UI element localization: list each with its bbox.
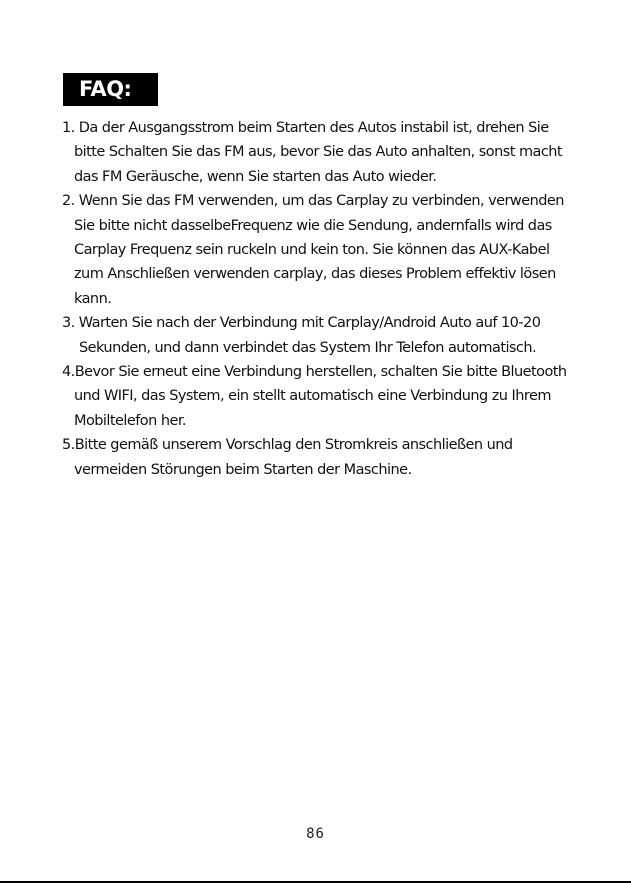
faq-item-2-line-4: zum Anschließen verwenden carplay, das dieses Problem effektiv lösen: [74, 266, 556, 283]
faq-item-3: [62, 311, 582, 360]
faq-item-4: [62, 360, 582, 433]
faq-item-2-line-5: kann.: [74, 290, 112, 307]
faq-item-1-line-2: bitte Schalten Sie das FM aus, bevor Sie das Auto anhalten, sonst macht: [74, 144, 563, 161]
faq-item-4-line-3: Mobiltelefon her.: [74, 412, 186, 429]
faq-item-1-line-1: 1. Da der Ausgangsstrom beim Starten des Autos instabil ist, drehen Sie: [62, 120, 549, 136]
faq-item-2-line-2: Sie bitte nicht dasselbeFrequenz wie die Sendung, andernfalls wird das: [74, 217, 552, 234]
faq-heading: FAQ:: [63, 73, 158, 106]
page-number: 86: [306, 826, 325, 842]
faq-item-5: [62, 433, 582, 482]
faq-item-1: [62, 116, 582, 189]
faq-item-5-line-2: vermeiden Störungen beim Starten der Maschine.: [74, 461, 412, 478]
faq-item-4-line-2: und WIFI, das System, ein stellt automatisch eine Verbindung zu Ihrem: [74, 388, 551, 405]
faq-list: [62, 116, 582, 482]
faq-item-4-line-1: 4.Bevor Sie erneut eine Verbindung herstellen, schalten Sie bitte Bluetooth: [62, 364, 567, 381]
faq-item-3-line-1: 3. Warten Sie nach der Verbindung mit Carplay/Android Auto auf 10-20: [62, 315, 541, 332]
faq-item-1-line-3: das FM Geräusche, wenn Sie starten das Auto wieder.: [74, 168, 437, 185]
faq-item-5-line-1: 5.Bitte gemäß unserem Vorschlag den Stromkreis anschließen und: [62, 437, 513, 454]
faq-item-3-line-2: Sekunden, und dann verbindet das System Ihr Telefon automatisch.: [79, 339, 537, 356]
faq-item-2-line-3: Carplay Frequenz sein ruckeln und kein ton. Sie können das AUX-Kabel: [74, 242, 550, 259]
faq-item-2-line-1: 2. Wenn Sie das FM verwenden, um das Carplay zu verbinden, verwenden: [62, 193, 564, 210]
faq-item-2: [62, 189, 582, 311]
